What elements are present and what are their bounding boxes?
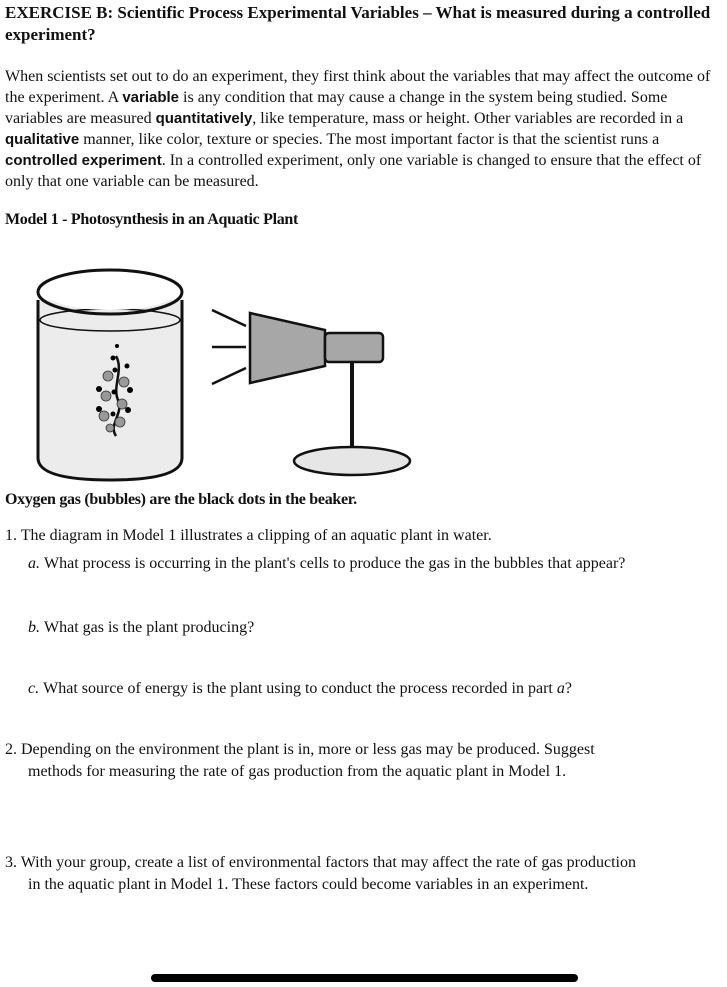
question-letter: a.: [28, 555, 40, 572]
light-rays: [212, 310, 246, 384]
intro-text: , like temperature, mass or height. Other variables are recorded in a: [252, 110, 684, 127]
intro-text: . In a controlled experiment, only one variable is changed to ensure that the effect of only that one variable can be measured.: [5, 152, 702, 190]
model-caption: Oxygen gas (bubbles) are the black dots in the beaker.: [5, 491, 357, 508]
lamp: [250, 313, 410, 475]
question-1c: [28, 678, 572, 700]
question-1a-text: What process is occurring in the plant's cells to produce the gas in the bubbles that appear?: [44, 555, 626, 572]
exercise-title: EXERCISE B: Scientific Process Experimental Variables – What is measured during a controlled experiment?: [5, 3, 711, 44]
question-2-line-1: 2. Depending on the environment the plant is in, more or less gas may be produced. Suggest: [5, 741, 595, 758]
intro-text: When scientists set out to do an experiment, they first think about the variables that may affect the outcome of the experiment. A: [5, 68, 711, 106]
question-1: 1. The diagram in Model 1 illustrates a clipping of an aquatic plant in water.: [5, 527, 492, 544]
home-indicator[interactable]: [151, 974, 578, 982]
question-1a: [28, 553, 625, 575]
question-letter: c.: [28, 680, 40, 697]
term-variable: variable: [122, 89, 180, 106]
intro-paragraph: [5, 66, 723, 192]
question-1c-part-ref: a: [556, 680, 565, 697]
question-3-line-2: in the aquatic plant in Model 1. These factors could become variables in an experiment.: [28, 876, 589, 893]
question-1c-text: What source of energy is the plant using to conduct the process recorded in part: [43, 680, 557, 697]
model-title: Model 1 - Photosynthesis in an Aquatic Plant: [5, 211, 299, 228]
question-1c-end: ?: [564, 680, 572, 697]
term-quantitatively: quantitatively: [155, 110, 253, 127]
question-2: [5, 739, 705, 783]
question-1b-text: What gas is the plant producing?: [44, 619, 255, 636]
question-1b: [28, 617, 254, 639]
question-letter: b.: [28, 619, 40, 636]
question-3-line-1: 3. With your group, create a list of environmental factors that may affect the rate of gas production: [5, 854, 636, 871]
intro-text: is any condition that may cause a change in the system being studied. Some variables are measured: [5, 89, 668, 127]
model-diagram: [20, 258, 430, 486]
question-2-line-2: methods for measuring the rate of gas production from the aquatic plant in Model 1.: [28, 763, 567, 780]
term-qualitative: qualitative: [5, 131, 80, 148]
intro-text: manner, like color, texture or species. The most important factor is that the scientist runs a: [79, 131, 660, 148]
term-controlled-experiment: controlled experiment: [5, 152, 162, 169]
question-3: [5, 852, 705, 896]
